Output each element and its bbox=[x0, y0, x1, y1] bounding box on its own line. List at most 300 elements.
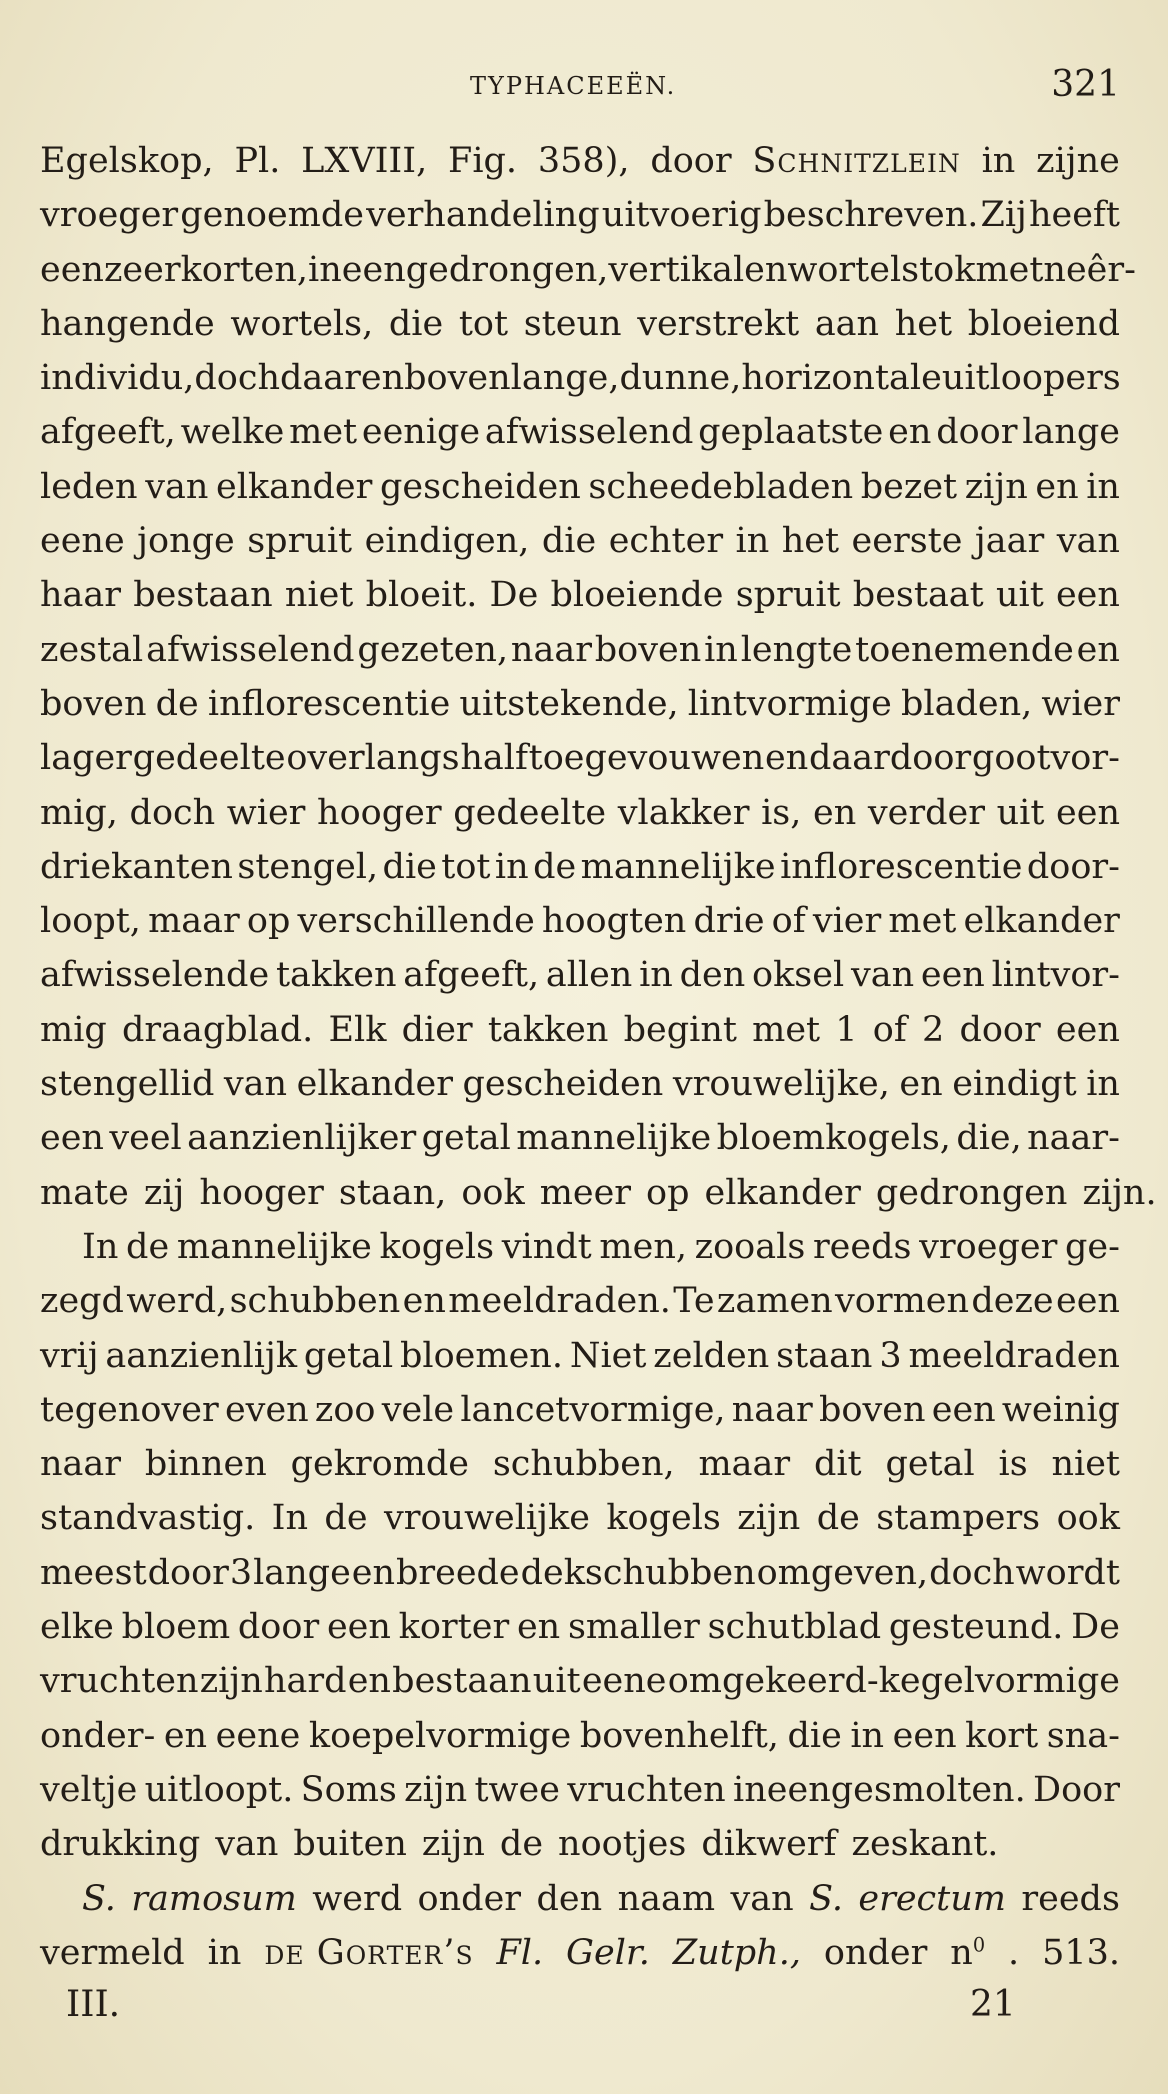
word: reeds bbox=[812, 1226, 912, 1267]
word: verder bbox=[867, 792, 985, 833]
word: de bbox=[155, 683, 199, 724]
word: een bbox=[1056, 1281, 1120, 1322]
text-line bbox=[40, 351, 1120, 405]
word: jaar bbox=[974, 521, 1045, 562]
word: In bbox=[271, 1498, 309, 1539]
word: getal bbox=[303, 1335, 394, 1376]
word: vlakker bbox=[617, 792, 750, 833]
word: Zutph., bbox=[672, 1932, 801, 1973]
word: lintvor- bbox=[991, 955, 1120, 996]
word: kort bbox=[965, 1715, 1039, 1756]
word: elkander bbox=[704, 1172, 861, 1213]
word: hooger bbox=[199, 1172, 324, 1213]
word: niet bbox=[284, 575, 354, 616]
word: 2 bbox=[921, 1009, 945, 1050]
word: aanzienlijk bbox=[105, 1335, 298, 1376]
word: kogels bbox=[606, 1498, 721, 1539]
word: zooals bbox=[694, 1226, 806, 1267]
word: eerste bbox=[851, 521, 963, 562]
word: door- bbox=[1026, 846, 1120, 887]
word: gezeten, bbox=[357, 629, 509, 670]
word: het bbox=[781, 521, 840, 562]
word: wier bbox=[1041, 683, 1120, 724]
word: uitloopers bbox=[941, 358, 1121, 399]
word: hoogten bbox=[541, 901, 687, 942]
text-line bbox=[40, 1003, 1120, 1057]
text-line bbox=[40, 1274, 1120, 1328]
word: mannelijke bbox=[580, 846, 776, 887]
word: jonge bbox=[137, 521, 235, 562]
paragraph bbox=[40, 1220, 1120, 1872]
sheet-number: 21 bbox=[970, 1984, 1016, 2026]
text-line bbox=[40, 1437, 1120, 1491]
word: S. bbox=[82, 1878, 116, 1919]
word: schutblad bbox=[707, 1607, 882, 1648]
word: bladen, bbox=[900, 683, 1033, 724]
word: korten, bbox=[180, 249, 309, 290]
word: dikwerf bbox=[701, 1824, 837, 1865]
word: aanzienlijker bbox=[187, 1118, 417, 1159]
word: verstrekt bbox=[637, 303, 800, 344]
word: van bbox=[223, 1064, 288, 1105]
word: mig, bbox=[40, 792, 118, 833]
word: dekschubben bbox=[520, 1552, 756, 1593]
word: stengel, bbox=[237, 846, 379, 887]
word: naar bbox=[731, 1389, 813, 1430]
word: van bbox=[730, 1878, 794, 1919]
word: geplaatste bbox=[698, 412, 884, 453]
word: een bbox=[40, 1118, 104, 1159]
word: door bbox=[237, 1607, 320, 1648]
word: maar bbox=[148, 901, 240, 942]
word: zijn bbox=[421, 1824, 485, 1865]
word: Zij bbox=[980, 195, 1027, 236]
word: den bbox=[679, 955, 746, 996]
page-header bbox=[40, 60, 1120, 110]
word: ook bbox=[1056, 1498, 1120, 1539]
word: S. bbox=[809, 1878, 843, 1919]
page-footer bbox=[40, 1984, 1120, 2044]
word: de bbox=[533, 846, 577, 887]
word: veel bbox=[109, 1118, 182, 1159]
word: zamen bbox=[716, 1281, 833, 1322]
word: deze bbox=[971, 1281, 1054, 1322]
word: tot bbox=[458, 303, 509, 344]
word: naam bbox=[617, 1878, 716, 1919]
word: zijn. bbox=[1082, 1172, 1157, 1213]
word: smaller bbox=[567, 1607, 700, 1648]
word: twee bbox=[474, 1769, 560, 1810]
word: de bbox=[499, 1824, 544, 1865]
word: de Gorter’s bbox=[264, 1932, 474, 1973]
word: afwisselend bbox=[484, 412, 694, 453]
word: toenemende bbox=[855, 629, 1074, 670]
word: het bbox=[894, 303, 953, 344]
word: buiten bbox=[293, 1824, 407, 1865]
text-line bbox=[40, 731, 1120, 785]
word: elkander bbox=[296, 1064, 453, 1105]
word: De bbox=[489, 575, 539, 616]
word: binnen bbox=[144, 1444, 267, 1485]
word: bloeiend bbox=[967, 303, 1120, 344]
word: verhandeling bbox=[366, 195, 600, 236]
signature-mark: III. bbox=[66, 1984, 121, 2026]
word: en bbox=[516, 1607, 561, 1648]
text-line bbox=[40, 1926, 1120, 1980]
word: eene bbox=[581, 1661, 667, 1702]
word: in bbox=[981, 141, 1016, 181]
word: en bbox=[351, 1552, 396, 1593]
word: naar- bbox=[1027, 1118, 1120, 1159]
word: vrij bbox=[40, 1335, 99, 1376]
word: spruit bbox=[735, 575, 841, 616]
text-line bbox=[40, 134, 1120, 188]
word: draagblad. bbox=[121, 1009, 314, 1050]
word: daardoor bbox=[809, 738, 972, 779]
word: heeft bbox=[1028, 195, 1120, 236]
word: men, bbox=[599, 1226, 687, 1267]
word: hangende bbox=[40, 303, 215, 344]
word: zegd bbox=[40, 1281, 124, 1322]
word: nootjes bbox=[558, 1824, 687, 1865]
word: mate bbox=[40, 1172, 129, 1213]
word: 358), bbox=[537, 141, 630, 181]
word: gescheiden bbox=[462, 1064, 664, 1105]
paragraph bbox=[40, 1872, 1120, 1981]
word: zijn bbox=[737, 1498, 801, 1539]
word: Fig. bbox=[448, 141, 518, 181]
word: de bbox=[816, 1498, 860, 1539]
word: onder bbox=[417, 1878, 522, 1919]
word: en bbox=[888, 412, 932, 453]
word: In bbox=[82, 1226, 119, 1267]
word: een bbox=[920, 955, 985, 996]
word: zestal bbox=[40, 629, 144, 670]
word: boven bbox=[819, 1389, 926, 1430]
word: staan, bbox=[338, 1172, 447, 1213]
word: wortels, bbox=[230, 303, 374, 344]
word: gedeelte bbox=[453, 792, 607, 833]
word: met bbox=[888, 901, 957, 942]
word: meeldraden bbox=[908, 1335, 1120, 1376]
word: een bbox=[1055, 575, 1120, 616]
word: wordt bbox=[1015, 1552, 1120, 1593]
word: in bbox=[1086, 466, 1120, 507]
text-line bbox=[40, 1872, 1120, 1926]
word: lager bbox=[40, 738, 132, 779]
text-line bbox=[40, 514, 1120, 568]
word: in bbox=[735, 521, 770, 562]
word: en bbox=[765, 738, 809, 779]
word: haar bbox=[40, 575, 122, 616]
word: die bbox=[541, 521, 597, 562]
word: Pl. bbox=[234, 141, 281, 181]
word: en bbox=[347, 1661, 391, 1702]
word: vruchten bbox=[567, 1769, 726, 1810]
word: vroeger bbox=[919, 1226, 1058, 1267]
word: meeldraden. bbox=[448, 1281, 671, 1322]
word: eene bbox=[215, 1715, 301, 1756]
word: ook bbox=[461, 1172, 525, 1213]
word: mig bbox=[40, 1009, 107, 1050]
text-line bbox=[40, 1709, 1120, 1763]
word: . bbox=[1008, 1932, 1020, 1973]
word: zoo bbox=[314, 1389, 376, 1430]
word: LXVIII, bbox=[301, 141, 428, 181]
word: wier bbox=[226, 792, 306, 833]
word: takken bbox=[487, 1009, 609, 1050]
word: weinig bbox=[1001, 1389, 1120, 1430]
word: bloemkogels, bbox=[716, 1118, 951, 1159]
text-line bbox=[40, 623, 1120, 677]
word: wortelstok bbox=[787, 249, 976, 290]
word: vindt bbox=[501, 1226, 592, 1267]
word: bovenhelft, bbox=[579, 1715, 779, 1756]
word: Schnitzlein bbox=[752, 141, 961, 181]
word: zijne bbox=[1036, 141, 1120, 181]
word: stengellid bbox=[40, 1064, 215, 1105]
word: uit bbox=[996, 792, 1045, 833]
word: $n^0$ bbox=[950, 1932, 986, 1973]
word: gescheiden bbox=[379, 466, 581, 507]
text-line bbox=[40, 1763, 1120, 1817]
word: omgekeerd-kegelvormige bbox=[667, 1661, 1120, 1702]
word: lange, bbox=[510, 358, 620, 399]
word: maar bbox=[698, 1444, 791, 1485]
word: uitloopt. bbox=[144, 1769, 294, 1810]
word: die, bbox=[956, 1118, 1022, 1159]
word: meest bbox=[40, 1552, 147, 1593]
word: lintvormige bbox=[687, 683, 892, 724]
word: standvastig. bbox=[40, 1498, 256, 1539]
word: bestaan bbox=[133, 575, 273, 616]
word: dunne, bbox=[619, 358, 742, 399]
word: individu, bbox=[40, 358, 195, 399]
word: bloemen. bbox=[400, 1335, 563, 1376]
word: veltje bbox=[40, 1769, 138, 1810]
word: een bbox=[326, 1607, 391, 1648]
text-line bbox=[40, 1166, 1157, 1220]
word: beschreven. bbox=[763, 195, 979, 236]
word: naar bbox=[40, 1444, 122, 1485]
word: in bbox=[704, 629, 738, 670]
word: van bbox=[215, 1824, 279, 1865]
word: verschillende bbox=[297, 901, 535, 942]
word: ineengesmolten. bbox=[733, 1769, 1026, 1810]
word: begint bbox=[623, 1009, 737, 1050]
word: ineengedrongen, bbox=[308, 249, 609, 290]
word: lancetvormige, bbox=[460, 1389, 726, 1430]
word: drukking bbox=[40, 1824, 201, 1865]
word: daarenboven bbox=[280, 358, 511, 399]
word: omgeven, bbox=[756, 1552, 929, 1593]
word: half bbox=[460, 738, 528, 779]
word: vruchten bbox=[40, 1661, 199, 1702]
word: in bbox=[639, 955, 673, 996]
word: en bbox=[1076, 629, 1120, 670]
word: zeer bbox=[103, 249, 181, 290]
word: de bbox=[126, 1226, 170, 1267]
word: lange bbox=[1022, 412, 1120, 453]
text-line bbox=[40, 297, 1120, 351]
word: is, bbox=[761, 792, 802, 833]
word: horizontale bbox=[741, 358, 942, 399]
word: 3 bbox=[229, 1552, 253, 1593]
word: en bbox=[402, 1281, 446, 1322]
text-line bbox=[40, 1057, 1120, 1111]
text-line bbox=[40, 1220, 1120, 1274]
text-line bbox=[40, 188, 1120, 242]
word: schubben bbox=[229, 1281, 401, 1322]
text-line bbox=[40, 243, 1136, 297]
word: uit bbox=[532, 1661, 581, 1702]
word: een bbox=[40, 249, 104, 290]
word: loopt, bbox=[40, 901, 141, 942]
word: koepelvormige bbox=[308, 1715, 572, 1756]
word: 513. bbox=[1042, 1932, 1120, 1973]
word: toegevouwen bbox=[528, 738, 765, 779]
word: drie bbox=[693, 901, 765, 942]
word: gesteund. bbox=[888, 1607, 1064, 1648]
word: takken bbox=[275, 955, 397, 996]
superscript: 0 bbox=[972, 1933, 986, 1957]
word: doch bbox=[129, 792, 216, 833]
word: van bbox=[850, 955, 915, 996]
word: bestaat bbox=[852, 575, 984, 616]
word: vele bbox=[381, 1389, 455, 1430]
word: zelden bbox=[653, 1335, 770, 1376]
word: elkander bbox=[963, 901, 1120, 942]
word: bezet bbox=[860, 466, 958, 507]
word: werd bbox=[312, 1878, 403, 1919]
text-line bbox=[40, 568, 1120, 622]
word: vertikalen bbox=[608, 249, 788, 290]
text-line bbox=[40, 1817, 1120, 1871]
text-line bbox=[40, 894, 1120, 948]
word: van bbox=[1056, 521, 1120, 562]
word: De bbox=[1071, 1607, 1120, 1648]
word: vroeger bbox=[40, 195, 179, 236]
paragraph bbox=[40, 134, 1157, 1220]
word: in bbox=[207, 1932, 242, 1973]
word: staan bbox=[776, 1335, 873, 1376]
word: lengte bbox=[740, 629, 853, 670]
text-line bbox=[40, 460, 1120, 514]
word: door bbox=[147, 1552, 229, 1593]
word: hooger bbox=[317, 792, 442, 833]
word: Te bbox=[673, 1281, 715, 1322]
word: die bbox=[382, 846, 437, 887]
word: uit bbox=[995, 575, 1044, 616]
book-page bbox=[40, 60, 1157, 2044]
word: overlangs bbox=[286, 738, 460, 779]
word: steun bbox=[523, 303, 622, 344]
word: vrouwelijke bbox=[383, 1498, 590, 1539]
word: gootvor- bbox=[971, 738, 1120, 779]
word: korter bbox=[398, 1607, 510, 1648]
word: eenige bbox=[361, 412, 481, 453]
word: spruit bbox=[247, 521, 353, 562]
word: meer bbox=[539, 1172, 632, 1213]
word: inflorescentie bbox=[207, 683, 451, 724]
word: mannelijke bbox=[516, 1118, 712, 1159]
text-line bbox=[40, 1654, 1120, 1708]
word: dit bbox=[813, 1444, 862, 1485]
word: door bbox=[650, 141, 732, 181]
word: bloem bbox=[121, 1607, 231, 1648]
word: zijn bbox=[404, 1769, 468, 1810]
word: en bbox=[812, 792, 857, 833]
word: Egelskop, bbox=[40, 141, 214, 181]
body-text bbox=[40, 134, 1157, 1980]
word: getal bbox=[421, 1118, 511, 1159]
word: uitvoerig bbox=[601, 195, 762, 236]
word: en bbox=[899, 1064, 943, 1105]
text-line bbox=[40, 1546, 1120, 1600]
word: erectum bbox=[858, 1878, 1006, 1919]
word: dier bbox=[401, 1009, 473, 1050]
word: en bbox=[163, 1715, 208, 1756]
word: schubben, bbox=[492, 1444, 675, 1485]
text-line bbox=[40, 1111, 1120, 1165]
word: een bbox=[1055, 1009, 1120, 1050]
word: scheedebladen bbox=[588, 466, 854, 507]
word: echter bbox=[608, 521, 724, 562]
word: tot bbox=[441, 846, 491, 887]
word: bloeiende bbox=[550, 575, 724, 616]
word: ge- bbox=[1064, 1226, 1120, 1267]
text-line bbox=[40, 405, 1120, 459]
word: boven bbox=[594, 629, 702, 670]
word: werd, bbox=[126, 1281, 228, 1322]
word: of bbox=[771, 901, 806, 942]
word: doch bbox=[194, 358, 280, 399]
text-line bbox=[40, 1491, 1120, 1545]
word: eindigt bbox=[952, 1064, 1077, 1105]
word: een bbox=[892, 1715, 957, 1756]
word: tegenover bbox=[40, 1389, 219, 1430]
word: boven bbox=[40, 683, 147, 724]
text-line bbox=[40, 840, 1120, 894]
word: zijn bbox=[964, 466, 1028, 507]
word: lange bbox=[253, 1552, 351, 1593]
word: met bbox=[752, 1009, 821, 1050]
word: en bbox=[1035, 466, 1079, 507]
word: Door bbox=[1033, 1769, 1120, 1810]
word: genoemde bbox=[180, 195, 364, 236]
word: zijn bbox=[199, 1661, 263, 1702]
word: reeds bbox=[1021, 1878, 1120, 1919]
word: hard bbox=[263, 1661, 347, 1702]
word: de bbox=[324, 1498, 368, 1539]
word: van bbox=[145, 466, 209, 507]
word: naar bbox=[510, 629, 592, 670]
word: afgeeft, bbox=[40, 412, 176, 453]
text-line bbox=[40, 948, 1120, 1002]
word: onder- bbox=[40, 1715, 156, 1756]
word: in bbox=[1086, 1064, 1120, 1105]
word: door bbox=[936, 412, 1018, 453]
word: inflorescentie bbox=[780, 846, 1023, 887]
word: door bbox=[959, 1009, 1041, 1050]
text-line bbox=[40, 1383, 1120, 1437]
word: in bbox=[494, 846, 529, 887]
word: mannelijke bbox=[176, 1226, 372, 1267]
text-line bbox=[40, 677, 1120, 731]
word: even bbox=[224, 1389, 309, 1430]
word: vermeld bbox=[40, 1932, 185, 1973]
word: driekanten bbox=[40, 846, 233, 887]
